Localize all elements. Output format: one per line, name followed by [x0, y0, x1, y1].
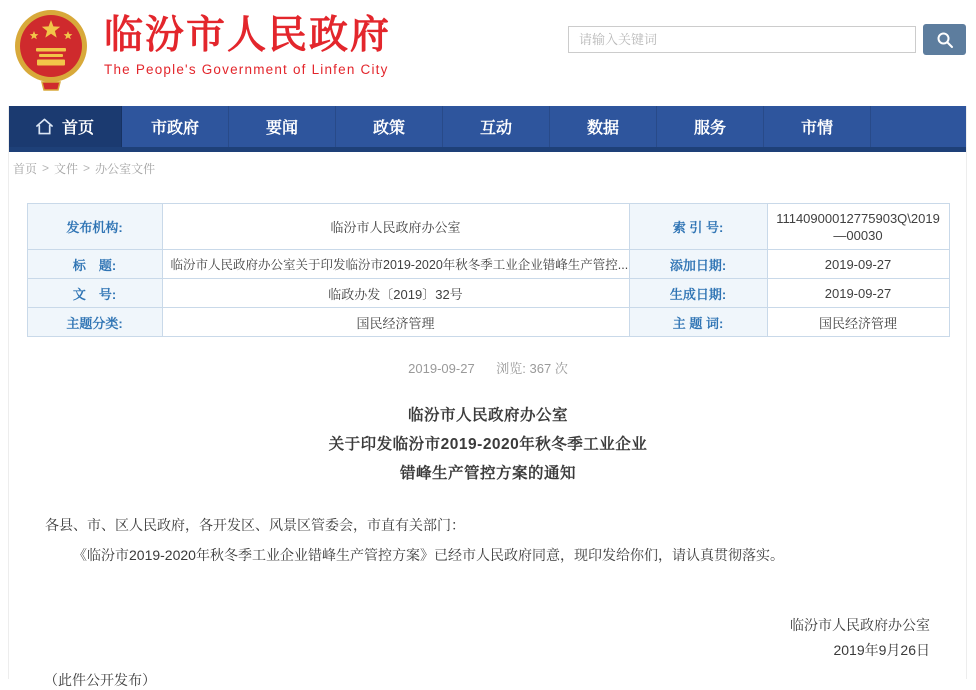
- label-doc-number: 文 号:: [27, 279, 162, 308]
- nav-item-city-info[interactable]: [764, 106, 871, 147]
- value-added-date: 2019-09-27: [767, 250, 949, 279]
- breadcrumb-separator: >: [83, 161, 91, 175]
- value-created-date: 2019-09-27: [767, 279, 949, 308]
- table-row: [27, 204, 949, 250]
- site-name-block: [104, 14, 391, 77]
- label-topic-category: 主题分类:: [27, 308, 162, 337]
- nav-item-label: 市情: [800, 120, 833, 137]
- value-title: 临汾市人民政府办公室关于印发临汾市2019-2020年秋冬季工业企业错峰生产管控...: [162, 250, 629, 279]
- body-paragraph: 《临汾市2019-2020年秋冬季工业企业错峰生产管控方案》已经市人民政府同意，现印发给你们，请认真贯彻落实。: [73, 547, 784, 563]
- nav-item-news[interactable]: [229, 106, 336, 147]
- site-header: [0, 0, 976, 106]
- label-index-number: 索 引 号:: [629, 204, 767, 250]
- document-body: [45, 513, 931, 567]
- publish-date: 2019-09-27: [408, 361, 475, 376]
- value-issuing-agency: 临汾市人民政府办公室: [162, 204, 629, 250]
- article-meta: [0, 358, 976, 377]
- site-title: 临汾市人民政府: [104, 14, 392, 57]
- document-title: [0, 401, 976, 488]
- value-doc-number: 临政办发〔2019〕32号: [162, 279, 629, 308]
- table-row: [27, 308, 949, 337]
- nav-item-label: 服务: [693, 120, 726, 137]
- nav-item-home[interactable]: [8, 106, 122, 147]
- nav-item-label: 要闻: [265, 120, 298, 137]
- salutation-paragraph: 各县、市、区人民政府，各开发区、风景区管委会，市直有关部门：: [45, 517, 465, 533]
- home-icon: [35, 118, 54, 135]
- nav-item-label: 数据: [586, 120, 619, 137]
- signature-org: 临汾市人民政府办公室: [790, 617, 930, 633]
- label-title: 标 题:: [27, 250, 162, 279]
- breadcrumb-office-files[interactable]: 办公室文件: [95, 161, 156, 176]
- nav-item-label: 政策: [372, 120, 405, 137]
- nav-item-services[interactable]: [657, 106, 764, 147]
- emblem-icon: [12, 8, 90, 92]
- search-button[interactable]: [923, 24, 966, 55]
- signature-block: [0, 613, 930, 663]
- value-topic-category: 国民经济管理: [162, 308, 629, 337]
- table-row: [27, 250, 949, 279]
- breadcrumb-home[interactable]: 首页: [13, 161, 38, 176]
- value-keywords: 国民经济管理: [767, 308, 949, 337]
- breadcrumb-files[interactable]: 文件: [54, 161, 79, 176]
- breadcrumb: [0, 152, 976, 184]
- document-title-line: 关于印发临汾市2019-2020年秋冬季工业企业: [328, 436, 648, 453]
- document-title-line: 临汾市人民政府办公室: [407, 407, 568, 424]
- nav-item-label: 首页: [61, 120, 94, 137]
- view-count: 浏览: 367 次: [496, 361, 568, 376]
- search-icon: [936, 31, 954, 49]
- nav-item-data[interactable]: [550, 106, 657, 147]
- breadcrumb-separator: >: [42, 161, 50, 175]
- nav-item-interaction[interactable]: [443, 106, 550, 147]
- nav-item-label: 互动: [479, 120, 512, 137]
- label-keywords: 主 题 词:: [629, 308, 767, 337]
- nav-item-label: 市政府: [150, 120, 199, 137]
- nav-item-city-government[interactable]: [122, 106, 229, 147]
- label-created-date: 生成日期:: [629, 279, 767, 308]
- nav-item-policy[interactable]: [336, 106, 443, 147]
- search-area: [568, 24, 966, 55]
- national-emblem-logo[interactable]: [12, 8, 90, 92]
- site-subtitle: The People's Government of Linfen City: [104, 62, 389, 77]
- document-title-line: 错峰生产管控方案的通知: [399, 465, 576, 482]
- signature-date: 2019年9月26日: [833, 642, 930, 658]
- label-issuing-agency: 发布机构:: [27, 204, 162, 250]
- main-nav: [8, 106, 966, 152]
- search-input[interactable]: [568, 26, 916, 53]
- label-added-date: 添加日期:: [629, 250, 767, 279]
- public-release-note: （此件公开发布）: [44, 672, 156, 688]
- table-row: [27, 279, 949, 308]
- value-index-number: 11140900012775903Q\2019—00030: [767, 204, 949, 250]
- document-info-table: [27, 203, 950, 337]
